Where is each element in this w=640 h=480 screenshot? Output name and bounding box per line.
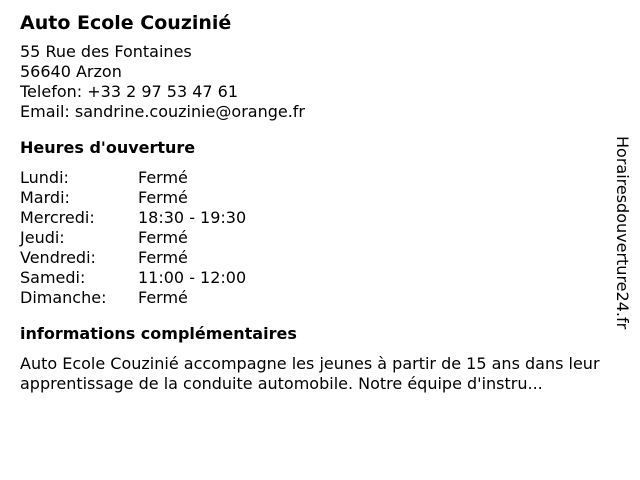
phone-number: Telefon: +33 2 97 53 47 61 bbox=[20, 82, 239, 101]
hours-table bbox=[20, 168, 630, 308]
hours-row-tuesday bbox=[20, 188, 630, 208]
hours-day: Mercredi: bbox=[20, 208, 95, 227]
site-watermark: Horairesdouverture24.fr bbox=[613, 136, 632, 330]
hours-day: Lundi: bbox=[20, 168, 69, 187]
info-heading: informations complémentaires bbox=[20, 324, 297, 343]
hours-row-wednesday bbox=[20, 208, 630, 228]
hours-day: Samedi: bbox=[20, 268, 86, 287]
hours-day: Dimanche: bbox=[20, 288, 107, 307]
hours-time: Fermé bbox=[138, 168, 188, 187]
hours-time: Fermé bbox=[138, 288, 188, 307]
business-name: Auto Ecole Couzinié bbox=[20, 12, 232, 34]
address-street: 55 Rue des Fontaines bbox=[20, 42, 192, 61]
info-description: Auto Ecole Couzinié accompagne les jeunes à partir de 15 ans dans leur apprentissage de la conduite automobile. Notre équipe d'instru... bbox=[20, 354, 600, 393]
hours-day: Mardi: bbox=[20, 188, 70, 207]
hours-time: Fermé bbox=[138, 188, 188, 207]
business-card bbox=[20, 10, 630, 394]
hours-row-saturday bbox=[20, 268, 630, 288]
email-address: Email: sandrine.couzinie@orange.fr bbox=[20, 102, 306, 121]
hours-day: Vendredi: bbox=[20, 248, 96, 267]
hours-row-monday bbox=[20, 168, 630, 188]
hours-time: Fermé bbox=[138, 228, 188, 247]
hours-day: Jeudi: bbox=[20, 228, 65, 247]
hours-row-friday bbox=[20, 248, 630, 268]
hours-time: 18:30 - 19:30 bbox=[138, 208, 247, 227]
hours-heading: Heures d'ouverture bbox=[20, 138, 196, 157]
address-city: 56640 Arzon bbox=[20, 62, 122, 81]
hours-row-thursday bbox=[20, 228, 630, 248]
hours-time: Fermé bbox=[138, 248, 188, 267]
hours-time: 11:00 - 12:00 bbox=[138, 268, 247, 287]
hours-row-sunday bbox=[20, 288, 630, 308]
